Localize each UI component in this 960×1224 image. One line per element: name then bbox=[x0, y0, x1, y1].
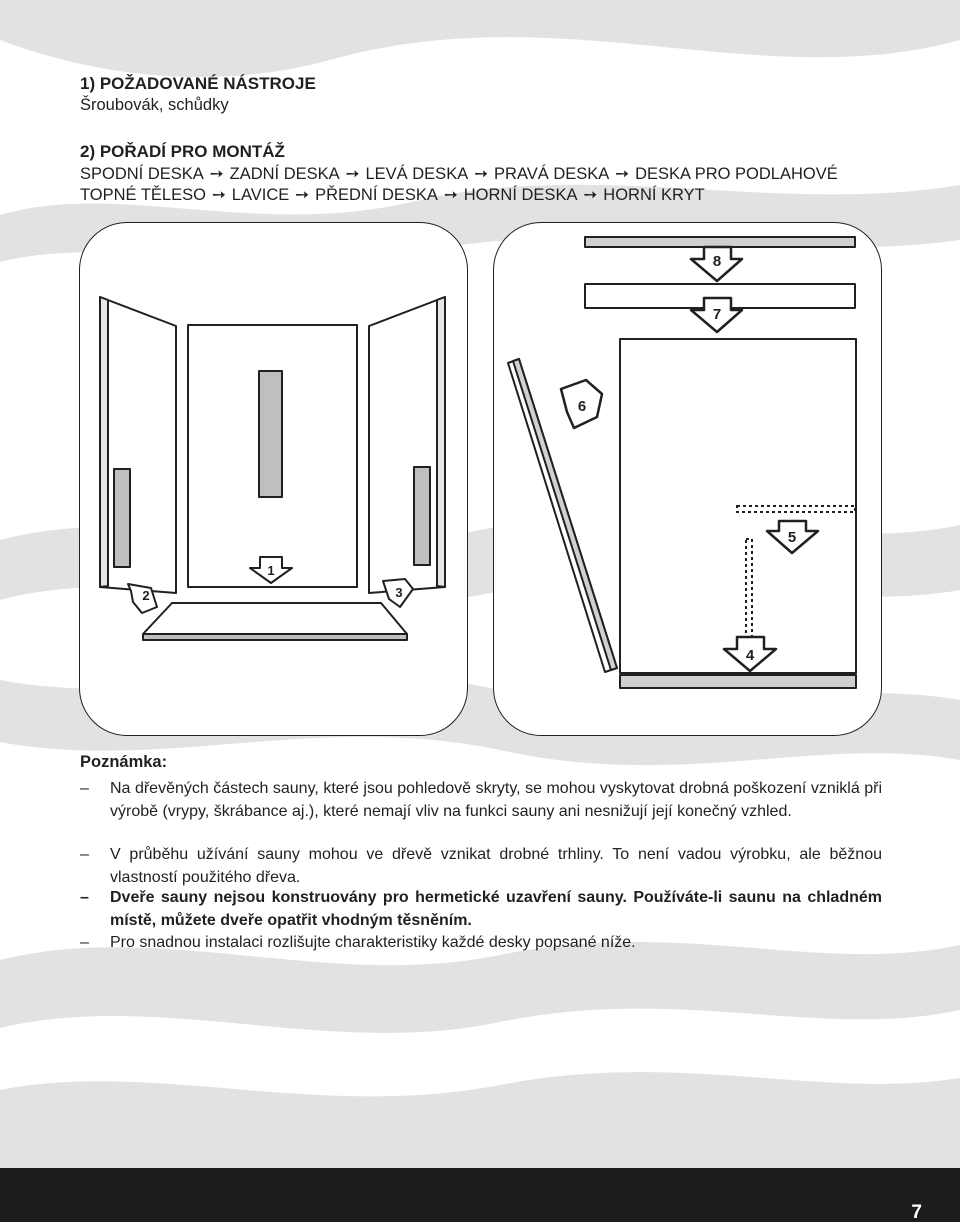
diagram-panel-walls bbox=[79, 222, 468, 736]
footer-bar bbox=[0, 1168, 960, 1222]
diagram-label-7: 7 bbox=[712, 306, 722, 323]
order-step: TOPNÉ TĚLESO bbox=[80, 186, 206, 204]
diagram-label-2: 2 bbox=[142, 588, 150, 603]
section-tools-title: 1) POŽADOVANÉ NÁSTROJE bbox=[80, 74, 316, 93]
wall-assembly-diagram bbox=[80, 223, 467, 735]
diagram-panel-front bbox=[493, 222, 882, 736]
diagram-label-8: 8 bbox=[712, 253, 722, 270]
arrow-right-icon: ➙ bbox=[211, 186, 226, 204]
note-dash: – bbox=[80, 934, 89, 951]
order-step: ZADNÍ DESKA bbox=[229, 165, 340, 183]
order-step: DESKA PRO PODLAHOVÉ bbox=[635, 165, 838, 183]
note-text: Dveře sauny nejsou konstruovány pro hermetické uzavření sauny. Používáte-li saunu na chladném místě, můžete dveře opatřit vhodným těsněním. bbox=[110, 889, 882, 929]
note-text: Na dřevěných částech sauny, které jsou pohledově skryty, se mohou vyskytovat drobná poškození vzniklá při výrobě (vrypy, škrábance aj.), které nemají vliv na funkci sauny ani nesnižují její konečný vzhled. bbox=[110, 780, 882, 820]
diagram-label-6: 6 bbox=[577, 398, 587, 415]
note-item bbox=[80, 887, 882, 933]
arrow-right-icon: ➙ bbox=[209, 165, 224, 183]
order-step: LEVÁ DESKA bbox=[365, 165, 469, 183]
order-step: SPODNÍ DESKA bbox=[80, 165, 204, 183]
diagram-label-5: 5 bbox=[787, 529, 797, 546]
note-dash: – bbox=[80, 889, 89, 906]
assembly-order-line-2 bbox=[80, 185, 705, 205]
front-assembly-diagram bbox=[494, 223, 881, 735]
arrow-right-icon: ➙ bbox=[474, 165, 489, 183]
note-item bbox=[80, 932, 882, 956]
arrow-right-icon: ➙ bbox=[615, 165, 630, 183]
order-step: HORNÍ KRYT bbox=[603, 186, 705, 204]
section-tools-text: Šroubovák, schůdky bbox=[80, 96, 229, 114]
section-order-title: 2) POŘADÍ PRO MONTÁŽ bbox=[80, 142, 285, 161]
diagram-label-1: 1 bbox=[267, 563, 275, 578]
diagram-label-4: 4 bbox=[745, 647, 755, 664]
diagram-label-3: 3 bbox=[395, 585, 403, 600]
arrow-right-icon: ➙ bbox=[443, 186, 458, 204]
order-step: PŘEDNÍ DESKA bbox=[315, 186, 438, 204]
arrow-right-icon: ➙ bbox=[583, 186, 598, 204]
note-item bbox=[80, 844, 882, 890]
note-dash: – bbox=[80, 780, 89, 797]
assembly-order-line-1 bbox=[80, 164, 838, 184]
note-text: Pro snadnou instalaci rozlišujte charakteristiky každé desky popsané níže. bbox=[110, 934, 636, 951]
page-number: 7 bbox=[911, 1202, 922, 1223]
arrow-right-icon: ➙ bbox=[295, 186, 310, 204]
note-item bbox=[80, 778, 882, 846]
order-step: LAVICE bbox=[231, 186, 290, 204]
order-step: PRAVÁ DESKA bbox=[494, 165, 610, 183]
order-step: HORNÍ DESKA bbox=[463, 186, 578, 204]
note-title: Poznámka: bbox=[80, 753, 168, 771]
note-dash: – bbox=[80, 846, 89, 863]
note-text: V průběhu užívání sauny mohou ve dřevě vznikat drobné trhliny. To není vadou výrobku, ale běžnou vlastností použitého dřeva. bbox=[110, 846, 882, 886]
arrow-right-icon: ➙ bbox=[345, 165, 360, 183]
